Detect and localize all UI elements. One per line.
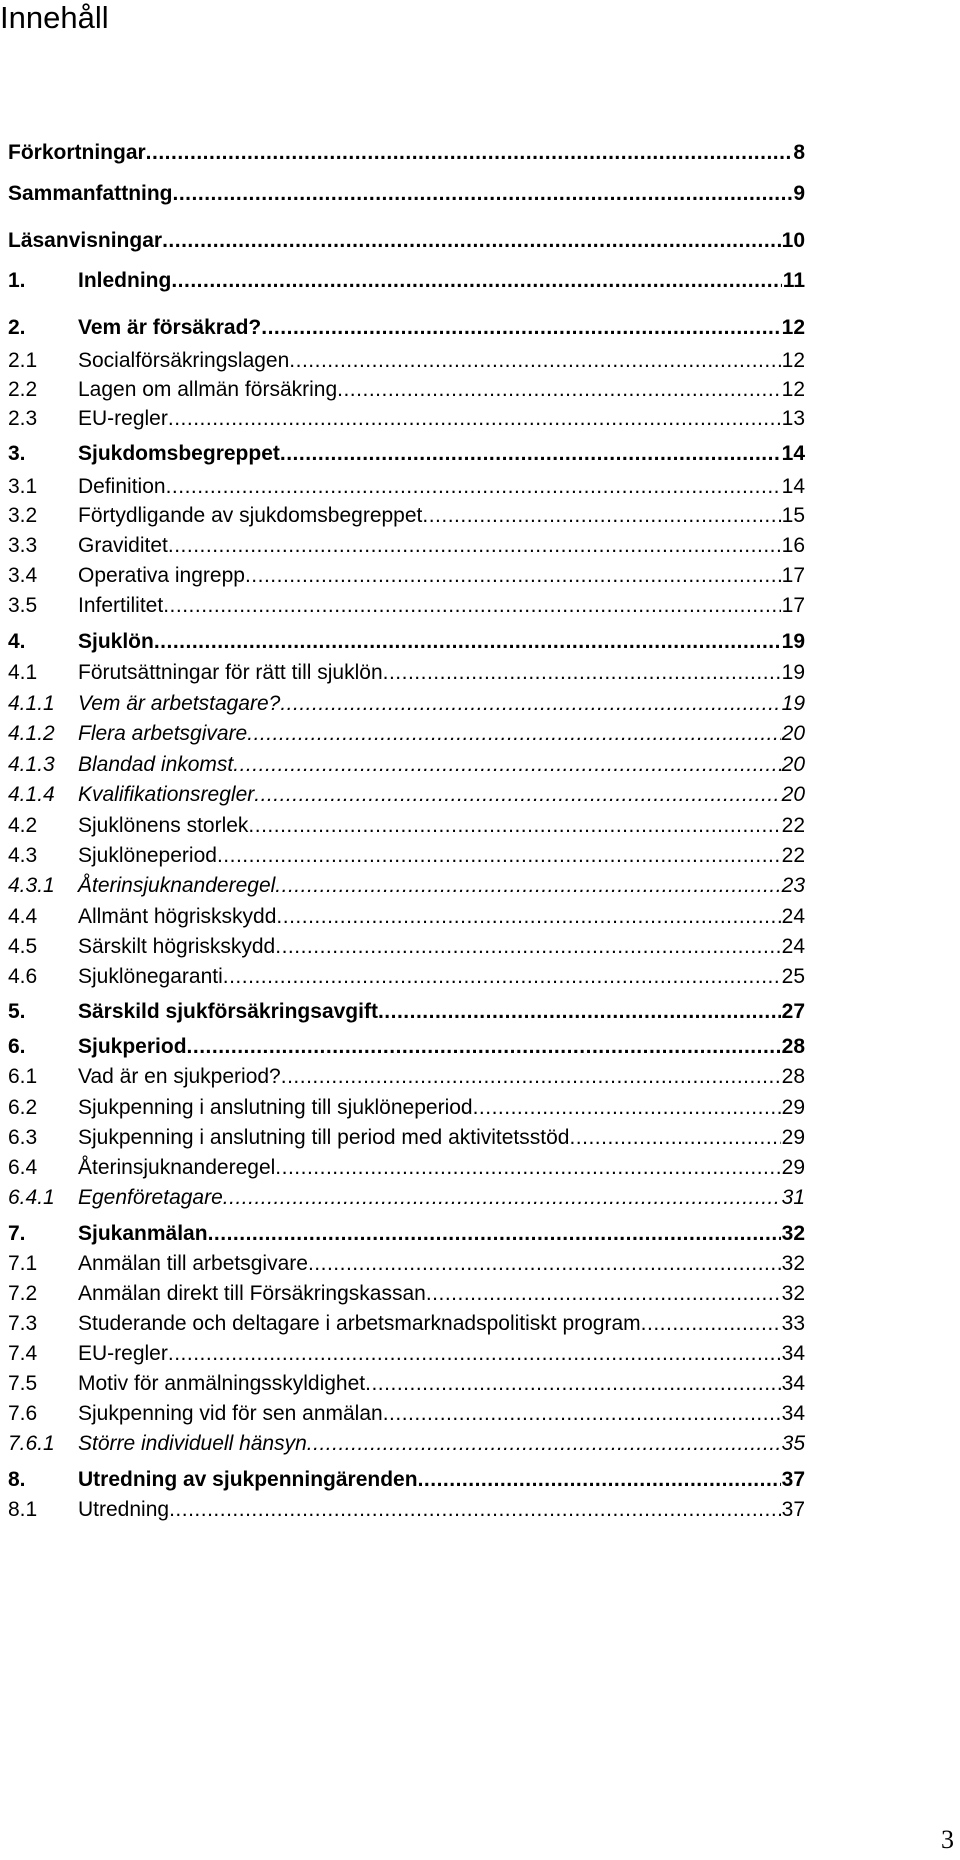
dot-leader: [473, 1095, 781, 1121]
toc-entry-page: 23: [781, 874, 805, 897]
toc-entry-number: 2.: [8, 316, 26, 339]
toc-entry-title: Anmälan direkt till Försäkringskassan: [78, 1282, 426, 1305]
dot-leader: [162, 228, 781, 254]
toc-entry-title: Lagen om allmän försäkring: [78, 378, 338, 401]
toc-entry[interactable]: [8, 999, 805, 1025]
toc-entry[interactable]: [8, 377, 805, 403]
dot-leader: [275, 1155, 780, 1181]
toc-entry[interactable]: [8, 1431, 805, 1457]
toc-entry-title: Sjukpenning vid för sen anmälan: [78, 1402, 383, 1425]
dot-leader: [383, 660, 781, 686]
toc-entry-page: 31: [781, 1186, 805, 1209]
toc-entry-page: 34: [781, 1402, 805, 1425]
toc-entry[interactable]: [8, 315, 805, 341]
toc-entry-number: 3.: [8, 442, 26, 465]
toc-entry-page: 14: [781, 442, 805, 465]
toc-entry-number: 6.3: [8, 1126, 38, 1149]
toc-entry[interactable]: [8, 1341, 805, 1367]
toc-entry[interactable]: [8, 441, 805, 467]
dot-leader: [208, 1221, 781, 1247]
toc-entry-page: 22: [781, 814, 805, 837]
toc-entry-number: 6.4.1: [8, 1186, 55, 1209]
toc-entry[interactable]: [8, 1095, 805, 1121]
toc-entry[interactable]: [8, 181, 805, 207]
toc-entry-page: 12: [781, 316, 805, 339]
toc-entry[interactable]: [8, 563, 805, 589]
toc-entry[interactable]: [8, 140, 805, 166]
toc-entry-title: Läsanvisningar: [8, 229, 163, 252]
toc-entry-page: 15: [781, 504, 805, 527]
toc-entry[interactable]: [8, 721, 805, 747]
toc-entry-title: Utredning: [78, 1498, 170, 1521]
toc-entry-page: 19: [781, 692, 805, 715]
toc-entry-page: 17: [781, 564, 805, 587]
toc-entry-title: Socialförsäkringslagen: [78, 349, 290, 372]
toc-entry-page: 22: [781, 844, 805, 867]
toc-entry-page: 29: [781, 1156, 805, 1179]
toc-entry-page: 20: [781, 783, 805, 806]
dot-leader: [280, 441, 781, 467]
toc-entry-title: Studerande och deltagare i arbetsmarknadspolitiskt program: [78, 1312, 641, 1335]
table-of-contents: [8, 0, 805, 1860]
toc-entry[interactable]: [8, 904, 805, 930]
toc-entry-number: 4.1.4: [8, 783, 55, 806]
toc-entry-title: Definition: [78, 475, 166, 498]
toc-entry-number: 4.5: [8, 935, 38, 958]
toc-entry-number: 2.3: [8, 407, 38, 430]
toc-entry[interactable]: [8, 1251, 805, 1277]
dot-leader: [245, 563, 781, 589]
toc-entry[interactable]: [8, 533, 805, 559]
toc-entry[interactable]: [8, 1125, 805, 1151]
toc-entry-page: 8: [793, 141, 805, 164]
toc-entry-page: 32: [781, 1222, 805, 1245]
toc-entry-page: 25: [781, 965, 805, 988]
toc-entry[interactable]: [8, 406, 805, 432]
toc-entry-number: 2.1: [8, 349, 38, 372]
toc-entry-number: 4.6: [8, 965, 38, 988]
toc-entry[interactable]: [8, 593, 805, 619]
toc-entry-page: 32: [781, 1252, 805, 1275]
dot-leader: [426, 1281, 781, 1307]
toc-entry-number: 7.5: [8, 1372, 38, 1395]
toc-entry-page: 35: [781, 1432, 805, 1455]
toc-entry-page: 20: [781, 753, 805, 776]
toc-entry-number: 1.: [8, 269, 26, 292]
toc-entry-title: EU-regler: [78, 407, 168, 430]
dot-leader: [171, 268, 781, 294]
dot-leader: [233, 752, 780, 778]
toc-entry[interactable]: [8, 934, 805, 960]
toc-entry-page: 19: [781, 630, 805, 653]
dot-leader: [275, 934, 780, 960]
page-title: Innehåll: [0, 0, 109, 35]
toc-entry-number: 4.4: [8, 905, 38, 928]
toc-entry-number: 6.: [8, 1035, 26, 1058]
toc-entry-page: 14: [781, 475, 805, 498]
toc-entry-number: 3.1: [8, 475, 38, 498]
dot-leader: [275, 873, 780, 899]
toc-entry-title: Återinsjuknanderegel: [78, 874, 276, 897]
toc-entry-number: 4.3: [8, 844, 38, 867]
toc-entry[interactable]: [8, 1497, 805, 1523]
toc-entry[interactable]: [8, 691, 805, 717]
toc-entry-title: Infertilitet: [78, 594, 164, 617]
toc-entry-number: 6.2: [8, 1096, 38, 1119]
toc-entry-title: Sjuklöneperiod: [78, 844, 217, 867]
toc-entry-title: Motiv för anmälningsskyldighet: [78, 1372, 366, 1395]
toc-entry[interactable]: [8, 268, 805, 294]
toc-entry-number: 4.1.2: [8, 722, 55, 745]
toc-entry-title: EU-regler: [78, 1342, 168, 1365]
toc-entry-number: 4.3.1: [8, 874, 55, 897]
toc-entry-title: Förkortningar: [8, 141, 146, 164]
toc-entry-page: 10: [781, 229, 805, 252]
dot-leader: [223, 964, 781, 990]
toc-entry-page: 32: [781, 1282, 805, 1305]
toc-entry[interactable]: [8, 1155, 805, 1181]
dot-leader: [247, 721, 780, 747]
toc-entry-title: Utredning av sjukpenningärenden: [78, 1468, 418, 1491]
dot-leader: [254, 782, 780, 808]
toc-entry-title: Egenföretagare: [78, 1186, 223, 1209]
dot-leader: [168, 1341, 781, 1367]
toc-entry[interactable]: [8, 1311, 805, 1337]
dot-leader: [248, 813, 780, 839]
toc-entry-title: Sjukpenning i anslutning till sjuklöneperiod: [78, 1096, 473, 1119]
toc-entry-title: Sjuklönegaranti: [78, 965, 223, 988]
toc-entry-page: 13: [781, 407, 805, 430]
toc-entry-number: 4.1.1: [8, 692, 55, 715]
toc-entry-title: Vad är en sjukperiod?: [78, 1065, 281, 1088]
toc-entry-page: 12: [781, 349, 805, 372]
toc-entry[interactable]: [8, 228, 805, 254]
dot-leader: [154, 629, 781, 655]
toc-entry-title: Flera arbetsgivare: [78, 722, 248, 745]
toc-entry-number: 7.2: [8, 1282, 38, 1305]
toc-entry-title: Anmälan till arbetsgivare: [78, 1252, 308, 1275]
toc-entry[interactable]: [8, 1034, 805, 1060]
toc-entry-number: 4.: [8, 630, 26, 653]
toc-entry[interactable]: [8, 873, 805, 899]
dot-leader: [163, 593, 780, 619]
toc-entry-page: 34: [781, 1342, 805, 1365]
toc-entry-title: Sjuklönens storlek: [78, 814, 249, 837]
toc-entry[interactable]: [8, 629, 805, 655]
toc-entry-title: Förutsättningar för rätt till sjuklön: [78, 661, 383, 684]
toc-entry-page: 28: [781, 1065, 805, 1088]
dot-leader: [418, 1467, 781, 1493]
toc-entry[interactable]: [8, 752, 805, 778]
toc-entry-page: 37: [781, 1498, 805, 1521]
toc-entry-title: Vem är arbetstagare?: [78, 692, 281, 715]
dot-leader: [569, 1125, 780, 1151]
dot-leader: [280, 691, 780, 717]
toc-entry-page: 33: [781, 1312, 805, 1335]
toc-entry-number: 3.4: [8, 564, 38, 587]
toc-entry[interactable]: [8, 1401, 805, 1427]
toc-entry[interactable]: [8, 1281, 805, 1307]
dot-leader: [261, 315, 780, 341]
toc-entry[interactable]: [8, 964, 805, 990]
toc-entry[interactable]: [8, 1185, 805, 1211]
toc-entry-number: 2.2: [8, 378, 38, 401]
dot-leader: [383, 1401, 781, 1427]
dot-leader: [173, 181, 793, 207]
dot-leader: [365, 1371, 781, 1397]
toc-entry-title: Allmänt högriskskydd: [78, 905, 277, 928]
toc-entry-page: 24: [781, 935, 805, 958]
toc-entry[interactable]: [8, 503, 805, 529]
toc-entry-number: 7.3: [8, 1312, 38, 1335]
dot-leader: [169, 1497, 781, 1523]
toc-entry-number: 3.2: [8, 504, 38, 527]
toc-entry-title: Förtydligande av sjukdomsbegreppet: [78, 504, 423, 527]
dot-leader: [281, 1064, 781, 1090]
toc-entry-number: 4.1.3: [8, 753, 55, 776]
toc-entry-page: 20: [781, 722, 805, 745]
toc-entry-page: 24: [781, 905, 805, 928]
toc-entry[interactable]: [8, 1221, 805, 1247]
toc-entry-title: Vem är försäkrad?: [78, 316, 262, 339]
dot-leader: [217, 843, 781, 869]
toc-entry-title: Större individuell hänsyn: [78, 1432, 307, 1455]
toc-entry-title: Särskilt högriskskydd: [78, 935, 276, 958]
toc-entry-title: Graviditet: [78, 534, 168, 557]
toc-entry-page: 29: [781, 1126, 805, 1149]
toc-entry[interactable]: [8, 660, 805, 686]
toc-entry-title: Sjukpenning i anslutning till period med aktivitetsstöd: [78, 1126, 570, 1149]
toc-entry-title: Kvalifikationsregler: [78, 783, 255, 806]
toc-entry-number: 7.: [8, 1222, 26, 1245]
toc-entry-title: Sammanfattning: [8, 182, 173, 205]
toc-entry[interactable]: [8, 782, 805, 808]
toc-entry-page: 29: [781, 1096, 805, 1119]
page-number: 3: [941, 1825, 954, 1854]
toc-entry-number: 6.4: [8, 1156, 38, 1179]
toc-entry-number: 6.1: [8, 1065, 38, 1088]
toc-entry-page: 34: [781, 1372, 805, 1395]
dot-leader: [223, 1185, 781, 1211]
toc-entry-number: 3.5: [8, 594, 38, 617]
toc-entry-number: 8.: [8, 1468, 26, 1491]
toc-entry-page: 11: [782, 269, 805, 292]
dot-leader: [166, 474, 781, 500]
toc-entry-title: Operativa ingrepp: [78, 564, 245, 587]
toc-entry-number: 7.4: [8, 1342, 38, 1365]
dot-leader: [276, 904, 780, 930]
toc-entry[interactable]: [8, 474, 805, 500]
toc-entry-title: Återinsjuknanderegel: [78, 1156, 276, 1179]
toc-entry[interactable]: [8, 1467, 805, 1493]
dot-leader: [168, 533, 781, 559]
dot-leader: [308, 1251, 781, 1277]
toc-entry-page: 28: [781, 1035, 805, 1058]
toc-entry-number: 7.6.1: [8, 1432, 55, 1455]
toc-entry-page: 37: [781, 1468, 805, 1491]
dot-leader: [289, 348, 780, 374]
dot-leader: [378, 999, 781, 1025]
toc-entry-number: 4.1: [8, 661, 38, 684]
toc-entry[interactable]: [8, 1064, 805, 1090]
toc-entry-number: 5.: [8, 1000, 26, 1023]
toc-entry[interactable]: [8, 843, 805, 869]
toc-entry-title: Sjukanmälan: [78, 1222, 208, 1245]
toc-entry-title: Särskild sjukförsäkringsavgift: [78, 1000, 378, 1023]
toc-entry[interactable]: [8, 813, 805, 839]
toc-entry-number: 8.1: [8, 1498, 38, 1521]
toc-entry-title: Sjukdomsbegreppet: [78, 442, 280, 465]
toc-entry-page: 17: [781, 594, 805, 617]
toc-entry-number: 7.6: [8, 1402, 38, 1425]
toc-entry-title: Blandad inkomst: [78, 753, 234, 776]
toc-entry[interactable]: [8, 348, 805, 374]
toc-entry-title: Sjuklön: [78, 630, 154, 653]
dot-leader: [422, 503, 780, 529]
dot-leader: [307, 1431, 781, 1457]
toc-entry[interactable]: [8, 1371, 805, 1397]
toc-entry-page: 9: [793, 182, 805, 205]
dot-leader: [168, 406, 781, 432]
dot-leader: [337, 377, 781, 403]
toc-entry-page: 12: [781, 378, 805, 401]
toc-entry-number: 7.1: [8, 1252, 38, 1275]
toc-entry-page: 27: [781, 1000, 805, 1023]
toc-entry-number: 4.2: [8, 814, 38, 837]
dot-leader: [146, 140, 793, 166]
toc-entry-number: 3.3: [8, 534, 38, 557]
toc-entry-page: 19: [781, 661, 805, 684]
toc-entry-title: Inledning: [78, 269, 172, 292]
toc-entry-title: Sjukperiod: [78, 1035, 187, 1058]
dot-leader: [641, 1311, 781, 1337]
dot-leader: [187, 1034, 781, 1060]
toc-entry-page: 16: [781, 534, 805, 557]
